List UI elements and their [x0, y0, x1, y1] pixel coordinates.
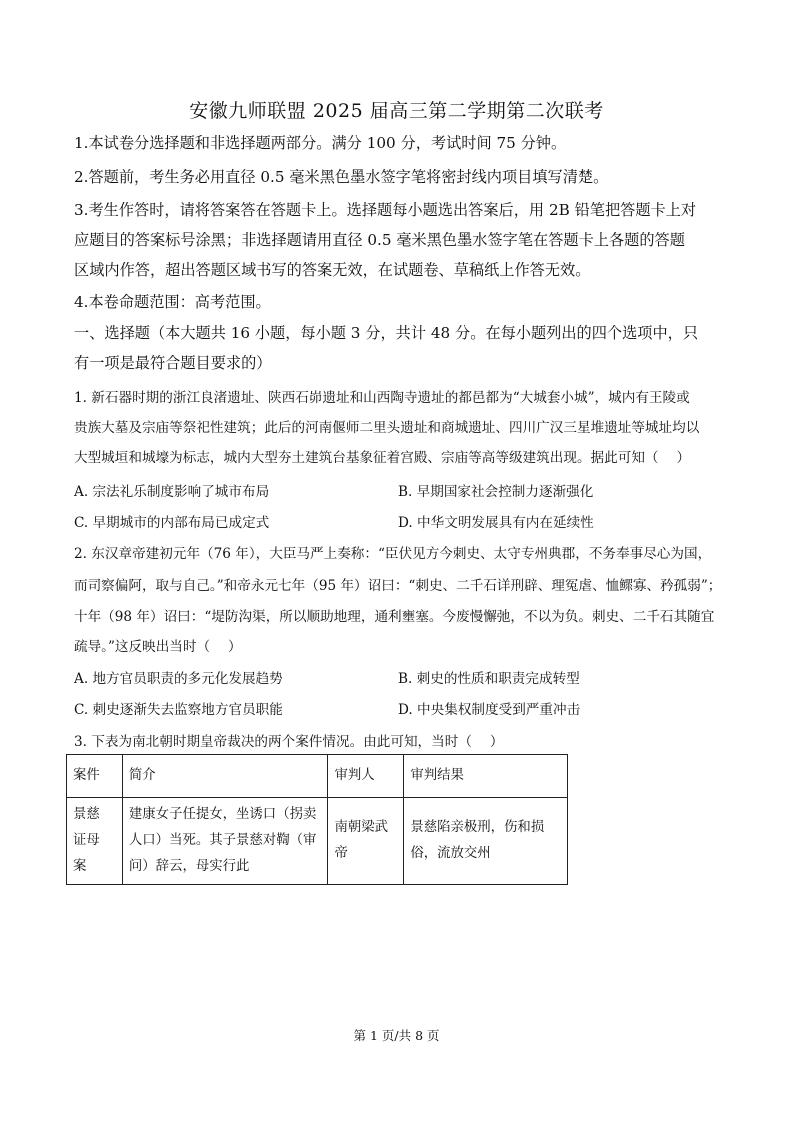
exam-title: 安徽九师联盟 2025 届高三第二学期第二次联考: [189, 100, 604, 122]
q2-option-d: D. 中央集权制度受到严重冲击: [398, 702, 581, 718]
header-intro: 简介: [122, 755, 328, 798]
q2-option-c: C. 刺史逐渐失去监察地方官员职能: [74, 702, 283, 718]
cell-judge-line: 南朝梁武: [334, 820, 389, 835]
table-row: [67, 798, 568, 885]
note-3-line-3: 区域内作答，超出答题区域书写的答案无效，在试题卷、草稿纸上作答无效。: [74, 261, 591, 279]
cell-result-line: 俗，流放交州: [410, 846, 491, 861]
cell-intro: [122, 798, 328, 885]
cell-intro-line: 人口）当死。其子景慈对鞫（审: [128, 833, 317, 848]
cell-case-line: 案: [73, 859, 87, 874]
cell-judge-line: 帝: [334, 846, 348, 861]
q2-option-a: A. 地方官员职责的多元化发展趋势: [74, 671, 283, 687]
q2-option-b: B. 刺史的性质和职责完成转型: [398, 671, 580, 687]
q2-stem-line-2: 而司察偏阿，取与自己。”和帝永元七年（95 年）诏曰：“刺史、二千石详刑辟、理冤虐、恤鳏寡、矜孤弱”；: [74, 578, 722, 594]
q2-stem-line-1: 2. 东汉章帝建初元年（76 年），大臣马严上奏称：“臣伏见方今刺史、太守专州典郡，不务奉事尽心为国，: [74, 546, 712, 562]
page-footer: 第 1 页/共 8 页: [353, 1028, 440, 1043]
q2-stem-line-3: 十年（98 年）诏曰：“堤防沟渠，所以顺助地理，通利壅塞。今废慢懈弛，不以为负。刺史、二千石其随宜: [74, 609, 715, 625]
note-3-line-2: 应题目的答案标号涂黑；非选择题请用直径 0.5 毫米黑色墨水签字笔在答题卡上各题的答题: [74, 231, 685, 249]
q3-stem: 3. 下表为南北朝时期皇帝裁决的两个案件情况。由此可知，当时（ ）: [74, 734, 504, 750]
cell-intro-line: 建康女子任提女，坐诱口（拐卖: [128, 807, 317, 822]
table-header-row: [67, 755, 568, 798]
header-judge: 审判人: [328, 755, 404, 798]
cell-judge: [328, 798, 404, 885]
note-2: 2.答题前，考生务必用直径 0.5 毫米黑色墨水签字笔将密封线内项目填写清楚。: [74, 168, 609, 186]
cases-table: [66, 754, 568, 885]
note-4: 4.本卷命题范围：高考范围。: [74, 293, 271, 311]
header-result: 审判结果: [404, 755, 568, 798]
q1-option-a: A. 宗法礼乐制度影响了城市布局: [74, 484, 270, 500]
q1-option-d: D. 中华文明发展具有内在延续性: [398, 515, 594, 531]
q1-stem-line-1: 1. 新石器时期的浙江良渚遗址、陕西石峁遗址和山西陶寺遗址的都邑都为“大城套小城”，城内有王陵或: [74, 390, 690, 406]
cell-result-line: 景慈陷亲极刑，伤和损: [410, 820, 545, 835]
q1-stem-line-2: 贵族大墓及宗庙等祭祀性建筑；此后的河南偃师二里头遗址和商城遗址、四川广汉三星堆遗址等城址均以: [74, 420, 700, 436]
section-heading-line-2: 有一项是最符合题目要求的）: [74, 354, 272, 372]
note-1: 1.本试卷分选择题和非选择题两部分。满分 100 分，考试时间 75 分钟。: [74, 134, 567, 152]
q1-stem-line-3: 大型城垣和城壕为标志，城内大型夯土建筑台基象征着宫殿、宗庙等高等级建筑出现。据此可知（ ）: [74, 450, 691, 466]
cell-result: [404, 798, 568, 885]
cell-case-line: 景慈: [73, 807, 100, 822]
cell-case-line: 证母: [73, 833, 100, 848]
section-heading-line-1: 一、选择题（本大题共 16 小题，每小题 3 分，共计 48 分。在每小题列出的四个选项中，只: [74, 324, 699, 342]
q1-option-b: B. 早期国家社会控制力逐渐强化: [398, 484, 594, 500]
note-3-line-1: 3.考生作答时，请将答案答在答题卡上。选择题每小题选出答案后，用 2B 铅笔把答题卡上对: [74, 201, 697, 219]
cell-intro-line: 问）辞云，母实行此: [128, 859, 250, 874]
header-case: 案件: [67, 755, 123, 798]
q2-stem-line-4: 疏导。”这反映出当时（ ）: [74, 639, 242, 655]
cell-case: [67, 798, 123, 885]
q1-option-c: C. 早期城市的内部布局已成定式: [74, 515, 270, 531]
